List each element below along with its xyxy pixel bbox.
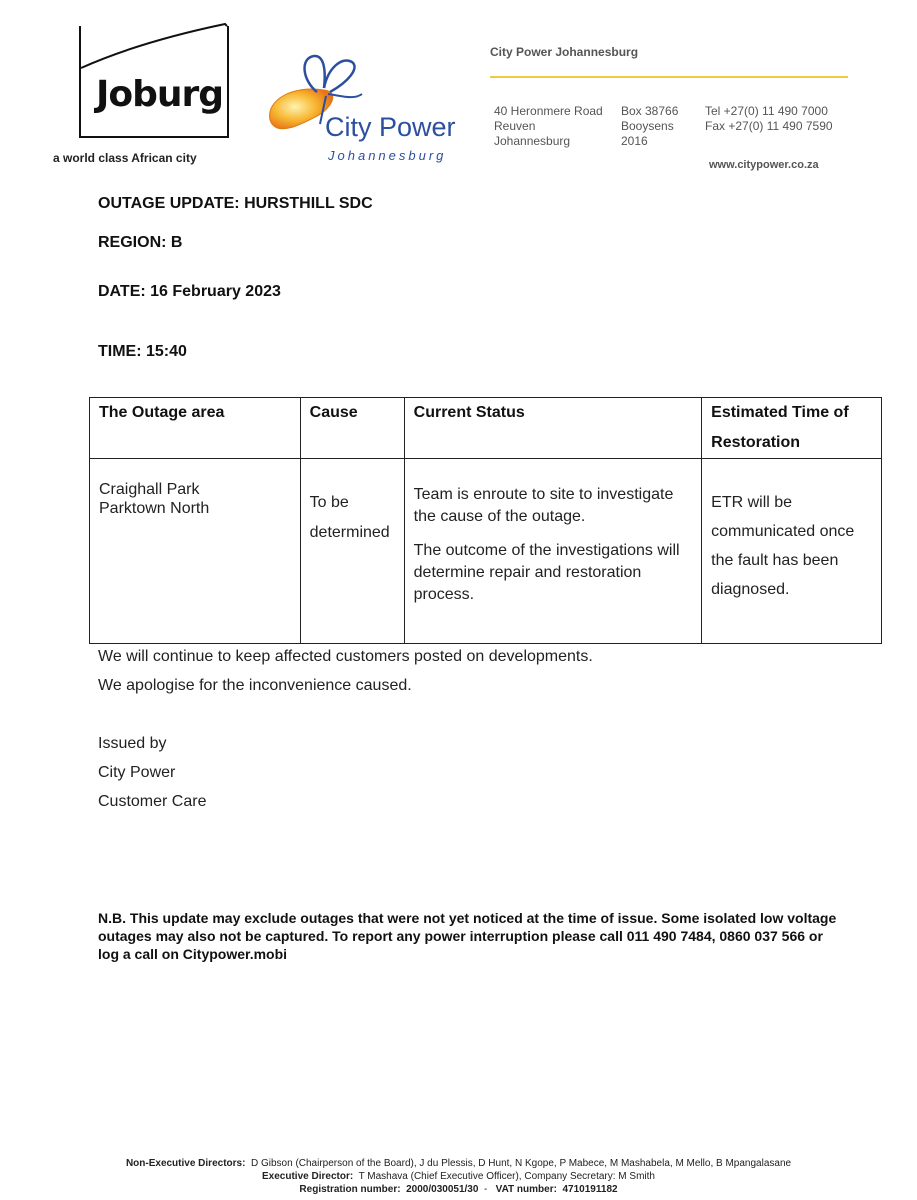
city-power-logo-subtitle: Johannesburg	[328, 148, 447, 163]
issuer-department: Customer Care	[98, 793, 207, 810]
outage-area-cell	[90, 459, 301, 644]
issuer-name: City Power	[98, 764, 176, 781]
cause-line: determined	[309, 524, 390, 541]
area-name: Craighall Park	[99, 481, 200, 498]
etr-line: the fault has been	[711, 552, 839, 569]
apology-message: We apologise for the inconvenience caused.	[98, 677, 412, 694]
postal-address	[621, 104, 678, 149]
region-label: REGION: B	[98, 234, 183, 251]
cause-cell	[300, 459, 404, 644]
nb-disclaimer: N.B. This update may exclude outages that were not yet noticed at the time of issue. Some isolated low voltage outages may also not be captured. To report any power interruption please call 011 490 7484, 0860 037 566 or log a call on Citypower.mobi	[98, 910, 837, 962]
status-paragraph: The outcome of the investigations will determine repair and restoration process.	[413, 542, 680, 603]
address-line: Reuven	[494, 119, 536, 133]
area-name: Parktown North	[99, 500, 210, 517]
time-label: TIME: 15:40	[98, 343, 187, 360]
update-message: We will continue to keep affected customers posted on developments.	[98, 648, 593, 665]
etr-line: ETR will be	[711, 494, 793, 511]
outage-table	[89, 397, 882, 644]
footer-value: T Mashava (Chief Executive Officer), Company Secretary: M Smith	[358, 1171, 655, 1182]
box-line: 2016	[621, 134, 648, 148]
telephone: Tel +27(0) 11 490 7000	[705, 104, 828, 118]
street-address	[494, 104, 603, 149]
outage-title: OUTAGE UPDATE: HURSTHILL SDC	[98, 195, 373, 212]
address-line: 40 Heronmere Road	[494, 104, 603, 118]
footer-value: 4710191182	[562, 1184, 618, 1195]
table-header-row	[90, 398, 882, 459]
footer-registration: Registration number: 2000/030051/30 - VAT number: 4710191182	[299, 1184, 618, 1195]
fax: Fax +27(0) 11 490 7590	[705, 119, 833, 133]
etr-line: communicated once	[711, 523, 855, 540]
column-header-etr: Estimated Time of Restoration	[702, 398, 882, 459]
cause-line: To be	[309, 494, 349, 511]
footer-label: VAT number:	[495, 1184, 557, 1195]
date-label: DATE: 16 February 2023	[98, 283, 281, 300]
city-power-logo-name: City Power	[325, 112, 456, 142]
address-line: Johannesburg	[494, 134, 571, 148]
footer-label: Non-Executive Directors:	[125, 1158, 246, 1169]
website-link[interactable]: www.citypower.co.za	[709, 159, 819, 171]
footer-label: Registration number:	[299, 1184, 401, 1195]
footer-value: D Gibson (Chairperson of the Board), J du Plessis, D Hunt, N Kgope, P Mabece, M Mashabela, M Mello, B Mpangalasane	[250, 1158, 792, 1169]
box-line: Booysens	[621, 119, 674, 133]
issued-by-label: Issued by	[98, 735, 167, 752]
joburg-tagline: a world class African city	[53, 151, 197, 165]
table-row	[90, 459, 882, 644]
column-header-cause: Cause	[300, 398, 404, 459]
company-name: City Power Johannesburg	[490, 45, 639, 59]
column-header-outage-area: The Outage area	[90, 398, 301, 459]
header-divider	[490, 76, 848, 78]
footer-value: 2000/030051/30	[406, 1184, 479, 1195]
status-paragraph: Team is enroute to site to investigate the cause of the outage.	[413, 486, 674, 525]
joburg-wordmark: Joburg	[96, 74, 224, 115]
column-header-current-status: Current Status	[404, 398, 702, 459]
footer-exec-director	[0, 1171, 917, 1182]
etr-line: diagnosed.	[711, 581, 790, 598]
footer-label: Executive Director:	[262, 1171, 354, 1182]
etr-cell	[702, 459, 882, 644]
contact-numbers	[705, 104, 833, 134]
status-cell	[404, 459, 702, 644]
box-line: Box 38766	[621, 104, 679, 118]
footer-nonexec-directors	[0, 1158, 917, 1169]
